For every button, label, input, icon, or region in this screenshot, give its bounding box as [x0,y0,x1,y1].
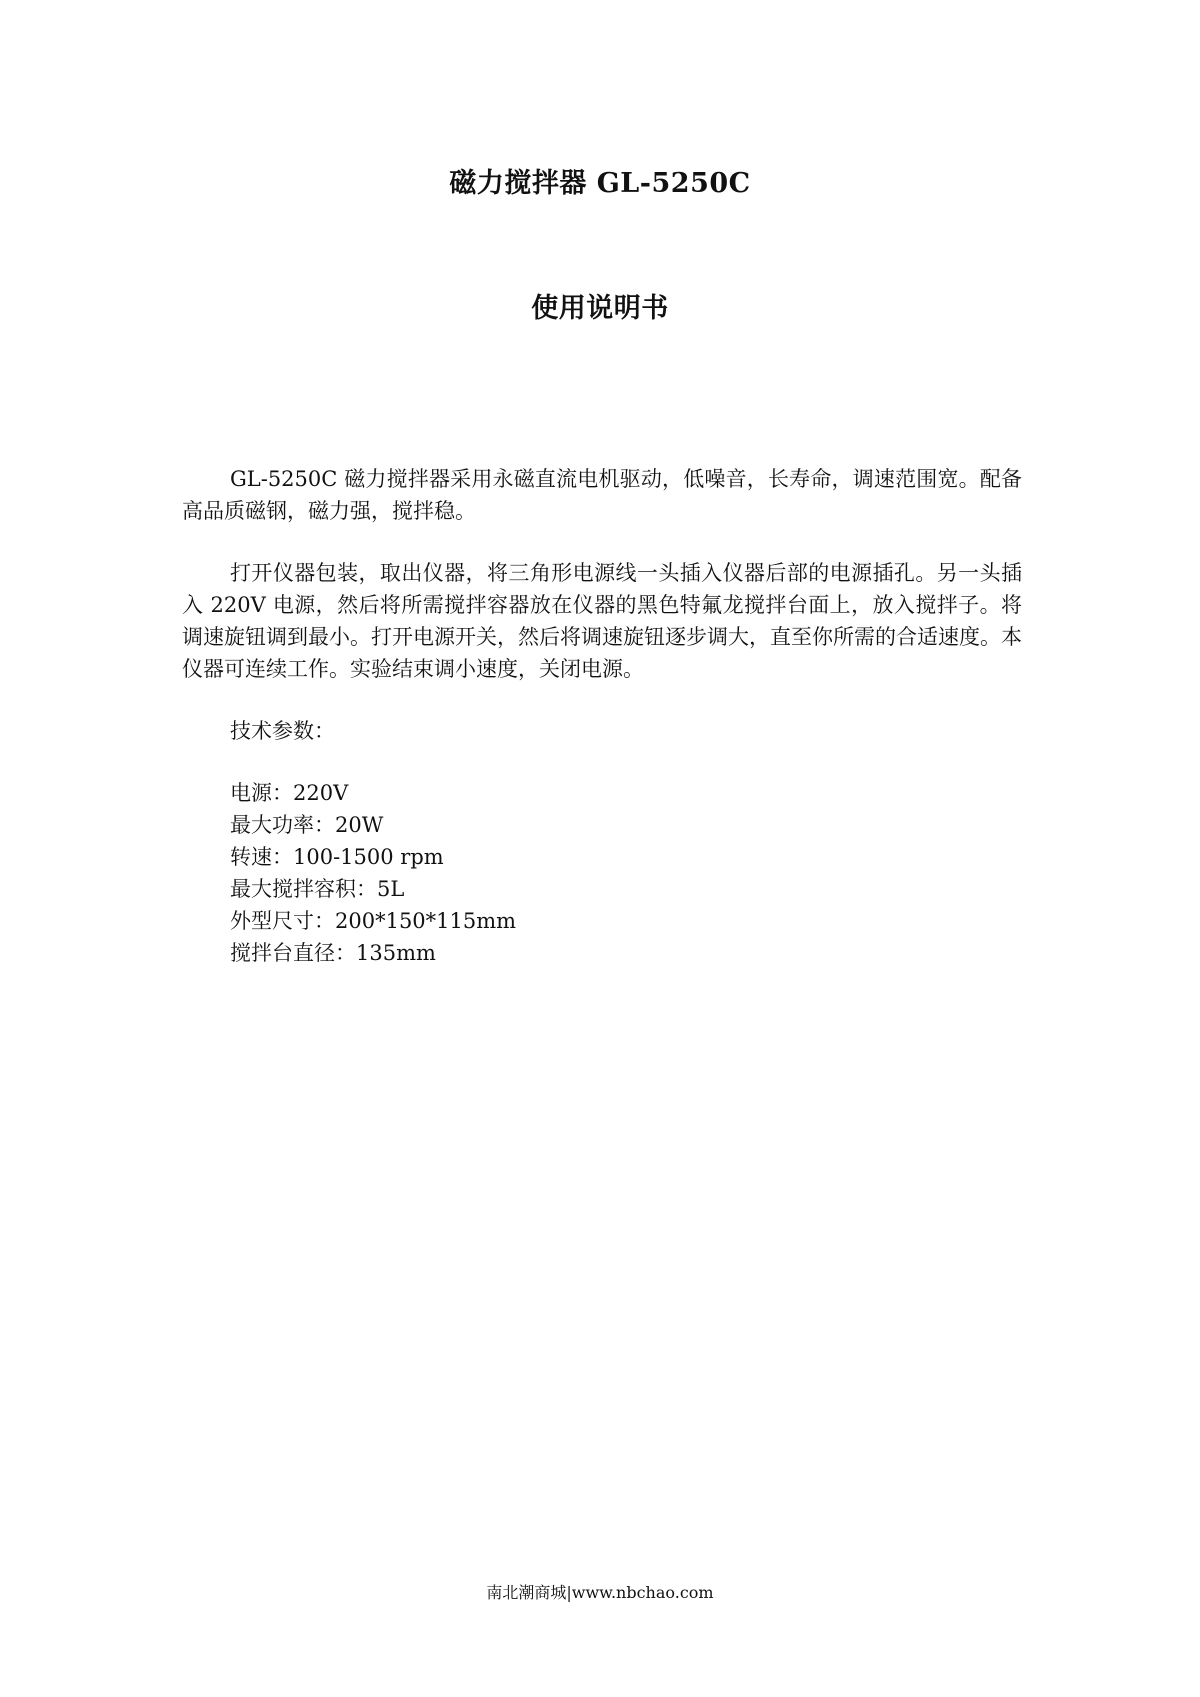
spec-speed: 转速：100-1500 rpm [230,845,444,869]
document-title: 磁力搅拌器 GL-5250C [449,168,751,199]
spec-plate-diameter: 搅拌台直径：135mm [230,941,436,965]
document-subtitle: 使用说明书 [531,293,669,324]
intro-paragraph: GL-5250C 磁力搅拌器采用永磁直流电机驱动，低噪音，长寿命，调速范围宽。配备高品质磁钢，磁力强，搅拌稳。 [182,467,1022,523]
usage-paragraph: 打开仪器包装，取出仪器，将三角形电源线一头插入仪器后部的电源插孔。另一头插入 220V 电源，然后将所需搅拌容器放在仪器的黑色特氟龙搅拌台面上，放入搅拌子。将调速旋钮调到最小。打开电源开关，然后将调速旋钮逐步调大，直至你所需的合适速度。本仪器可连续工作。实验结束调小速度，关闭电源。 [182,561,1022,681]
specs-list [230,777,516,969]
spec-max-volume: 最大搅拌容积：5L [230,877,405,901]
spec-dimensions: 外型尺寸：200*150*115mm [230,909,517,933]
intro-paragraph-block [182,463,1022,527]
page-footer: 南北潮商城|www.nbchao.com [486,1583,714,1602]
spec-max-power: 最大功率：20W [230,813,384,837]
spec-power-supply: 电源：220V [230,781,349,805]
specs-heading: 技术参数： [230,719,335,743]
usage-paragraph-block [182,557,1022,685]
